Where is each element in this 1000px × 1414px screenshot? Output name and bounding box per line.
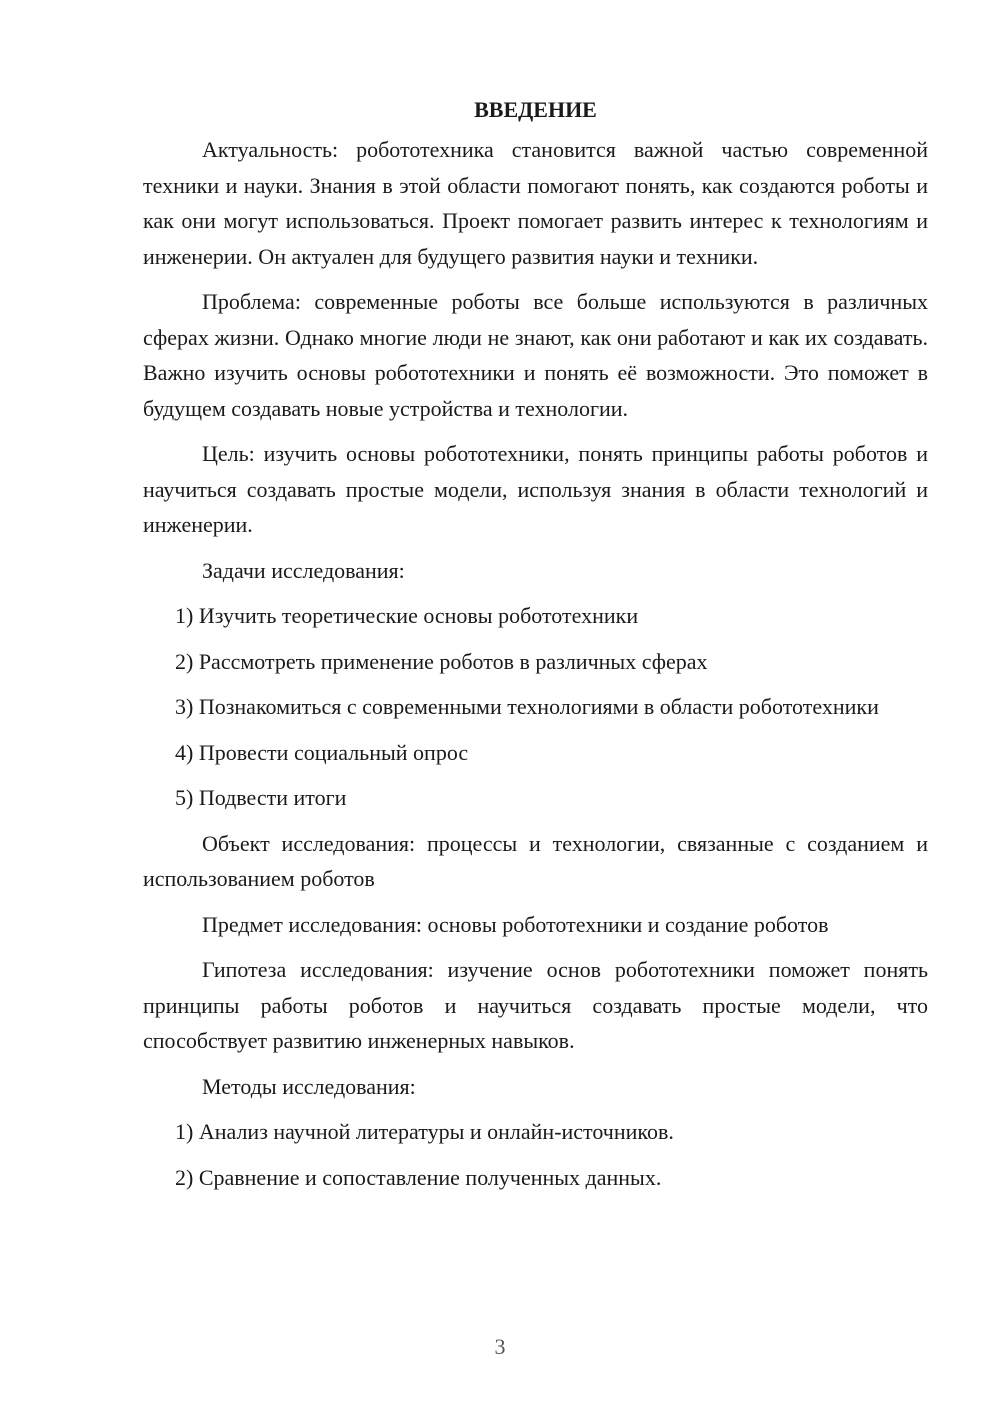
paragraph-relevance: Актуальность: робототехника становится важной частью современной техники и науки. Знания в этой области помогают понять, как создаются роботы и как они могут использоваться. Проект помогает развить интерес к технологиям и инженерии. Он актуален для будущего развития науки и техники. (143, 137, 928, 269)
page-title: ВВЕДЕНИЕ (474, 97, 597, 122)
methods-heading: Методы исследования: (202, 1073, 416, 1099)
task-item-2: 2) Рассмотреть применение роботов в различных сферах (175, 648, 708, 674)
task-item-1: 1) Изучить теоретические основы робототехники (175, 603, 639, 628)
paragraph-subject: Предмет исследования: основы робототехники и создание роботов (202, 911, 829, 937)
task-item-3: 3) Познакомиться с современными технологиями в области робототехники (175, 694, 879, 719)
page-number: 3 (494, 1334, 506, 1359)
method-item-1: 1) Анализ научной литературы и онлайн-источников. (175, 1119, 674, 1144)
paragraph-object: Объект исследования: процессы и технологии, связанные с созданием и использованием роботов (143, 830, 928, 891)
paragraph-problem: Проблема: современные роботы все больше используются в различных сферах жизни. Однако многие люди не знают, как они работают и как их создавать. Важно изучить основы робототехники и понять её возможности. Это поможет в будущем создавать новые устройства и технологии. (143, 289, 928, 421)
method-item-2: 2) Сравнение и сопоставление полученных данных. (175, 1164, 662, 1190)
paragraph-goal: Цель: изучить основы робототехники, понять принципы работы роботов и научиться создавать простые модели, используя знания в области технологий и инженерии. (143, 441, 928, 537)
paragraph-hypothesis: Гипотеза исследования: изучение основ робототехники поможет понять принципы работы роботов и научиться создавать простые модели, что способствует развитию инженерных навыков. (143, 957, 928, 1053)
task-item-5: 5) Подвести итоги (175, 785, 347, 810)
tasks-heading: Задачи исследования: (202, 557, 405, 583)
task-item-4: 4) Провести социальный опрос (175, 739, 469, 765)
document-page (143, 92, 928, 1205)
